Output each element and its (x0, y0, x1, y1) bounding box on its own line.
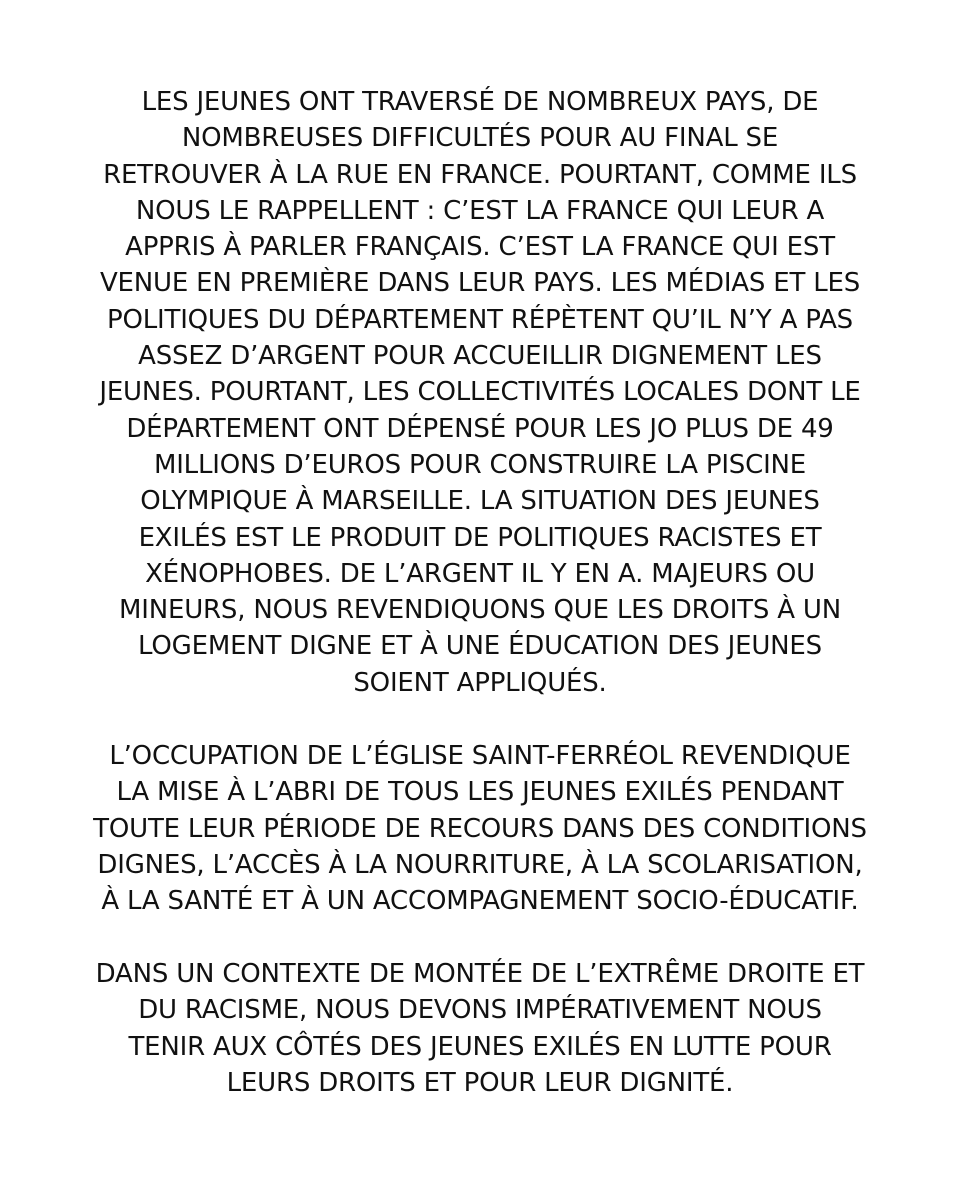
paragraph-line: DIGNES, L’ACCÈS À LA NOURRITURE, À LA SCOLARISATION, (97, 849, 863, 880)
paragraph-line: MILLIONS D’EUROS POUR CONSTRUIRE LA PISCINE (153, 449, 807, 480)
paragraph-line: L’OCCUPATION DE L’ÉGLISE SAINT-FERRÉOL REVENDIQUE (109, 741, 851, 771)
paragraph-line: DU RACISME, NOUS DEVONS IMPÉRATIVEMENT NOUS (138, 995, 822, 1026)
paragraph-line: NOUS LE RAPPELLENT : C’EST LA FRANCE QUI LEUR A (135, 195, 825, 226)
paragraph-line: MINEURS, NOUS REVENDIQUONS QUE LES DROITS À UN (119, 595, 841, 626)
paragraph-call-to-action (90, 956, 870, 1101)
paragraph-line: DÉPARTEMENT ONT DÉPENSÉ POUR LES JO PLUS DE 49 (126, 413, 834, 444)
paragraph-line: OLYMPIQUE À MARSEILLE. LA SITUATION DES JEUNES (140, 486, 820, 517)
paragraph-line: TENIR AUX CÔTÉS DES JEUNES EXILÉS EN LUTTE POUR (128, 1031, 832, 1062)
paragraph-situation (90, 84, 870, 701)
paragraph-line: ASSEZ D’ARGENT POUR ACCUEILLIR DIGNEMENT LES (138, 341, 822, 372)
paragraph-line: À LA SANTÉ ET À UN ACCOMPAGNEMENT SOCIO-ÉDUCATIF. (101, 886, 859, 917)
paragraph-line: APPRIS À PARLER FRANÇAIS. C’EST LA FRANCE QUI EST (125, 232, 835, 263)
paragraph-line: LOGEMENT DIGNE ET À UNE ÉDUCATION DES JEUNES (138, 631, 822, 662)
paragraph-line: LA MISE À L’ABRI DE TOUS LES JEUNES EXILÉS PENDANT (116, 777, 844, 808)
paragraph-line: EXILÉS EST LE PRODUIT DE POLITIQUES RACISTES ET (138, 522, 822, 553)
paragraph-line: NOMBREUSES DIFFICULTÉS POUR AU FINAL SE (181, 123, 779, 154)
paragraph-line: JEUNES. POURTANT, LES COLLECTIVITÉS LOCALES DONT LE (99, 377, 861, 408)
paragraph-line: RETROUVER À LA RUE EN FRANCE. POURTANT, COMME ILS (103, 159, 857, 190)
paragraph-line: POLITIQUES DU DÉPARTEMENT RÉPÈTENT QU’IL N’Y A PAS (107, 304, 853, 335)
paragraph-line: VENUE EN PREMIÈRE DANS LEUR PAYS. LES MÉDIAS ET LES (99, 268, 861, 299)
paragraph-line: TOUTE LEUR PÉRIODE DE RECOURS DANS DES CONDITIONS (93, 813, 867, 844)
paragraph-demands (90, 738, 870, 919)
paragraph-line: LES JEUNES ONT TRAVERSÉ DE NOMBREUX PAYS, DE (141, 87, 819, 117)
paragraph-line: SOIENT APPLIQUÉS. (353, 667, 607, 698)
paragraph-line: LEURS DROITS ET POUR LEUR DIGNITÉ. (226, 1067, 734, 1098)
paragraph-line: XÉNOPHOBES. DE L’ARGENT IL Y EN A. MAJEURS OU (145, 558, 815, 589)
paragraph-line: DANS UN CONTEXTE DE MONTÉE DE L’EXTRÊME DROITE ET (95, 959, 865, 989)
